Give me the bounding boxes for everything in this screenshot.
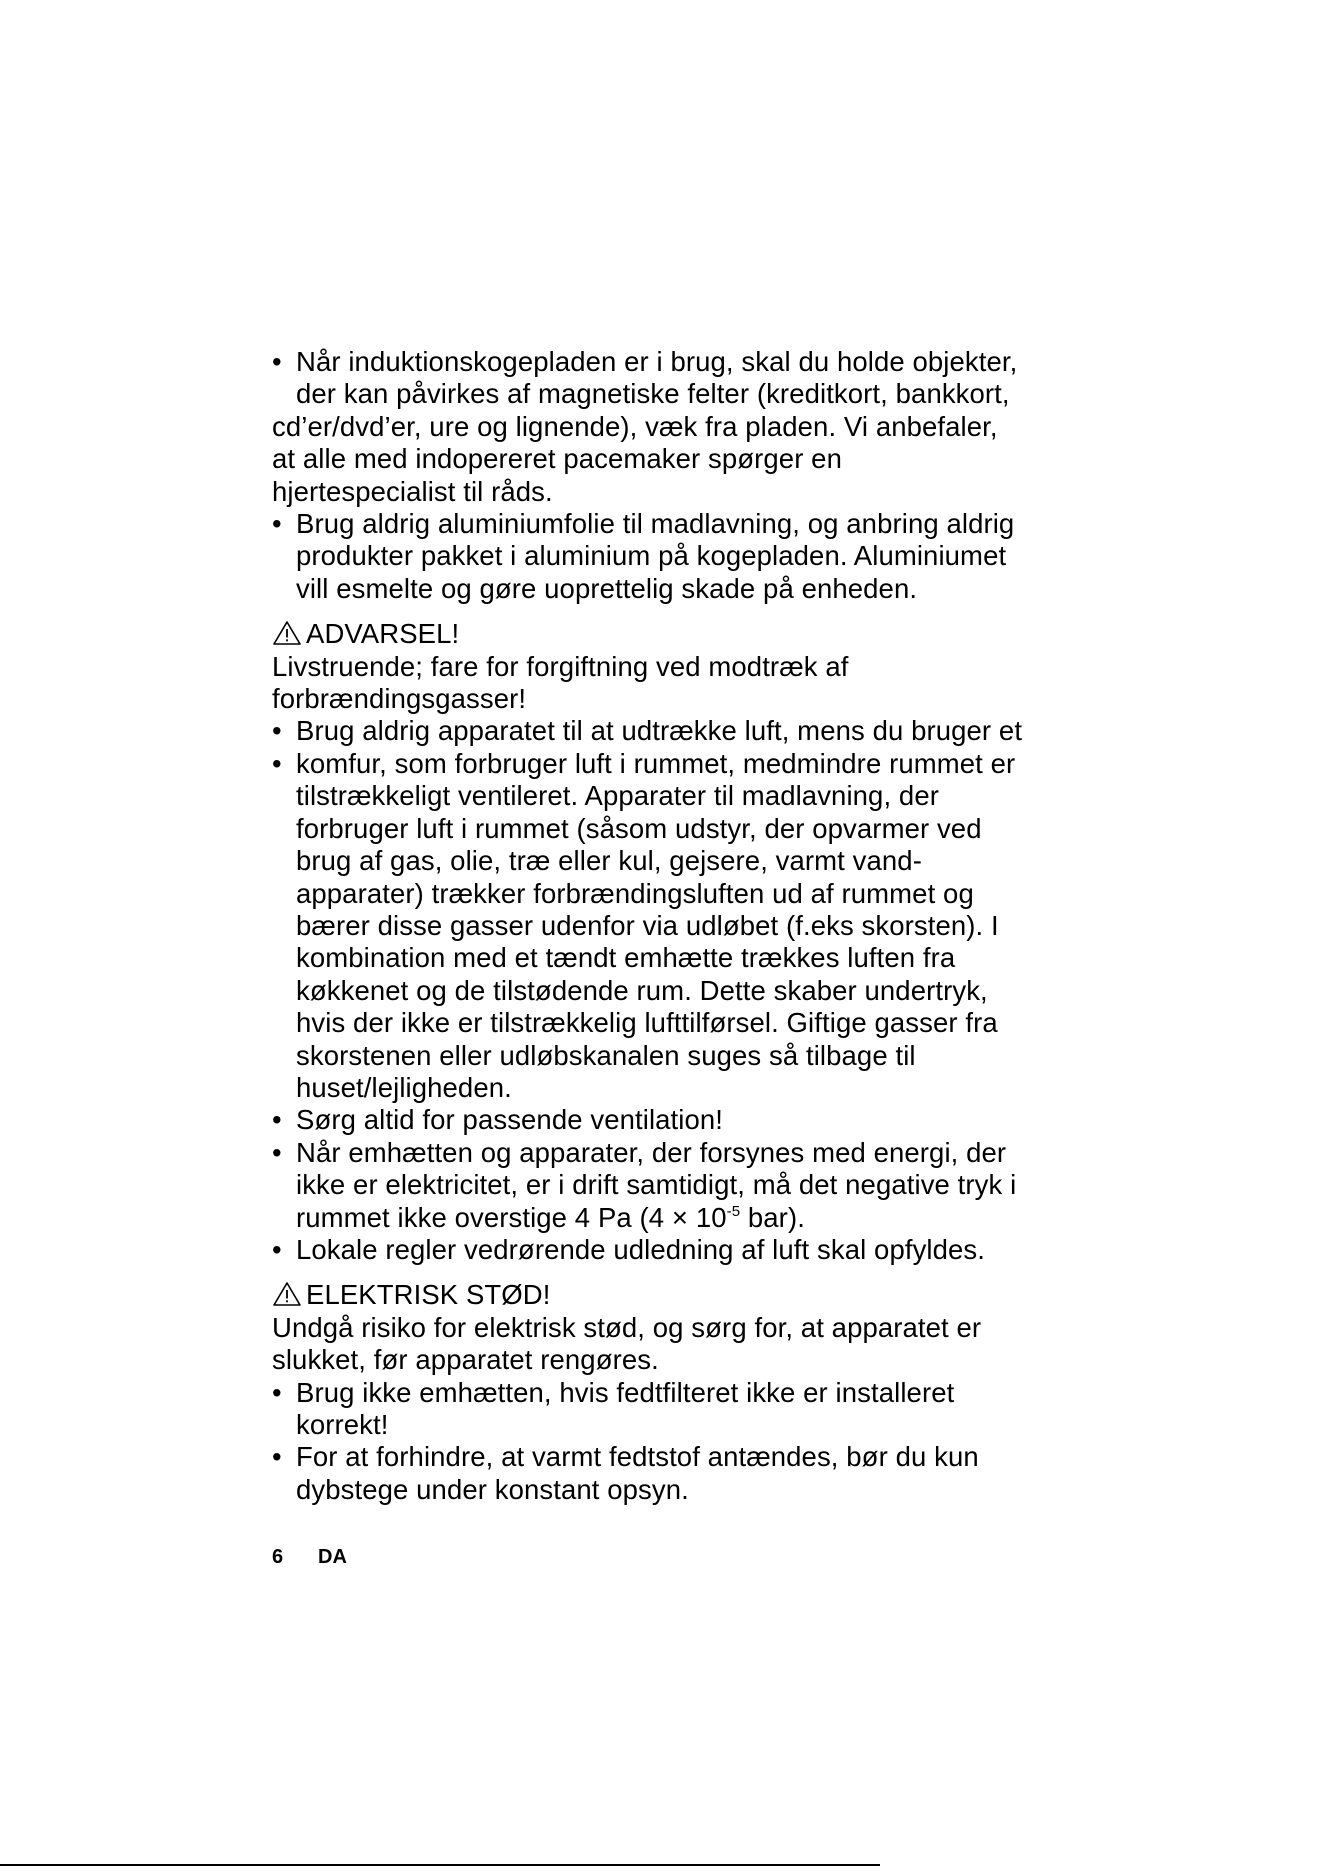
text-line: huset/lejligheden. (296, 1071, 512, 1103)
bullet-item-deep-fry (272, 1441, 1072, 1506)
text-line: hjertespecialist til råds. (272, 475, 553, 507)
text-line: Når emhætten og apparater, der forsynes med energi, der (296, 1136, 1007, 1168)
text-line: der kan påvirkes af magnetiske felter (kreditkort, bankkort, (296, 378, 1010, 410)
bullet-item-magnetic (272, 346, 1072, 411)
bottom-rule (0, 1864, 880, 1866)
pressure-unit: bar). (740, 1201, 805, 1233)
text-line: Lokale regler vedrørende udledning af luft skal opfyldes. (296, 1233, 986, 1265)
text-line: at alle med indopereret pacemaker spørger en (272, 443, 842, 475)
bullet-marker: • (272, 1104, 282, 1136)
page-number: 6 (272, 1546, 284, 1568)
bullet-marker: • (272, 715, 282, 747)
page-footer (272, 1546, 347, 1569)
warning-triangle-icon (272, 1281, 302, 1307)
text-line: tilstrækkeligt ventileret. Apparater til madlavning, der (296, 780, 939, 812)
text-line: slukket, før apparatet rengøres. (272, 1344, 659, 1376)
shock-heading (272, 1278, 1072, 1311)
text-line: Sørg altid for passende ventilation! (296, 1104, 724, 1136)
text-line: dybstege under konstant opsyn. (296, 1473, 689, 1505)
bullet-item-local-rules (272, 1234, 1072, 1266)
bullet-marker: • (272, 1376, 282, 1408)
text-line: Undgå risiko for elektrisk stød, og sørg for, at apparatet er (272, 1311, 982, 1343)
text-line: Når induktionskogepladen er i brug, skal du holde objekter, (296, 346, 1018, 377)
text-line: Livstruende; fare for forgiftning ved modtræk af (272, 650, 849, 682)
text-line: skorstenen eller udløbskanalen suges så tilbage til (296, 1039, 916, 1071)
text-line: brug af gas, olie, træ eller kul, gejsere, varmt vand- (296, 845, 922, 877)
bullet-item-filter (272, 1377, 1072, 1442)
text-line-pressure (296, 1202, 1072, 1234)
text-line: Brug ikke emhætten, hvis fedtfilteret ikke er installeret (296, 1376, 955, 1408)
language-code: DA (318, 1546, 347, 1568)
warning-heading (272, 617, 1072, 650)
text-line: komfur, som forbruger luft i rummet, medmindre rummet er (296, 747, 1016, 779)
pressure-text: rummet ikke overstige 4 Pa (4 × 10 (296, 1201, 727, 1233)
bullet-marker: • (272, 1136, 282, 1168)
text-line: hvis der ikke er tilstrækkelig lufttilførsel. Giftige gasser fra (296, 1007, 998, 1039)
text-line: forbruger luft i rummet (såsom udstyr, der opvarmer ved (296, 812, 982, 844)
text-line: bærer disse gasser udenfor via udløbet (f.eks skorsten). I (296, 909, 999, 941)
text-line: køkkenet og de tilstødende rum. Dette skaber undertryk, (296, 974, 988, 1006)
paragraph-pacemaker (272, 411, 1072, 508)
bullet-marker: • (272, 346, 282, 377)
text-line: apparater) trækker forbrændingsluften ud af rummet og (296, 877, 974, 909)
text-line: korrekt! (296, 1409, 389, 1440)
text-line: Brug aldrig aluminiumfolie til madlavning, og anbring aldrig (296, 508, 1015, 540)
text-line: produkter pakket i aluminium på kogepladen. Aluminiumet (296, 540, 1007, 572)
text-line: forbrændingsgasser! (272, 683, 527, 715)
text-line: vill esmelte og gøre uoprettelig skade på enheden. (296, 572, 918, 604)
bullet-marker: • (272, 1441, 282, 1473)
text-line: For at forhindre, at varmt fedtstof antændes, bør du kun (296, 1441, 979, 1473)
text-line: kombination med et tændt emhætte trækkes luften fra (296, 942, 956, 974)
bullet-marker: • (272, 1233, 282, 1265)
bullet-item-ventilation (272, 1104, 1072, 1136)
bullet-item-stove (272, 748, 1072, 1104)
bullet-item-extract-air (272, 715, 1072, 747)
warning-title: ADVARSEL! (306, 618, 460, 650)
bullet-marker: • (272, 508, 282, 540)
document-body (272, 346, 1072, 1506)
text-line: cd’er/dvd’er, ure og lignende), væk fra pladen. Vi anbefaler, (272, 410, 998, 442)
bullet-item-negative-pressure (272, 1137, 1072, 1234)
bullet-item-aluminium (272, 508, 1072, 605)
shock-intro (272, 1312, 1072, 1377)
warning-intro (272, 651, 1072, 716)
warning-triangle-icon (272, 620, 302, 646)
text-line: Brug aldrig apparatet til at udtrække luft, mens du bruger et (296, 715, 1023, 747)
exponent: -5 (726, 1202, 741, 1220)
bullet-marker: • (272, 747, 282, 779)
shock-title: ELEKTRISK STØD! (306, 1279, 551, 1311)
text-line: ikke er elektricitet, er i drift samtidigt, må det negative tryk i (296, 1169, 1017, 1201)
